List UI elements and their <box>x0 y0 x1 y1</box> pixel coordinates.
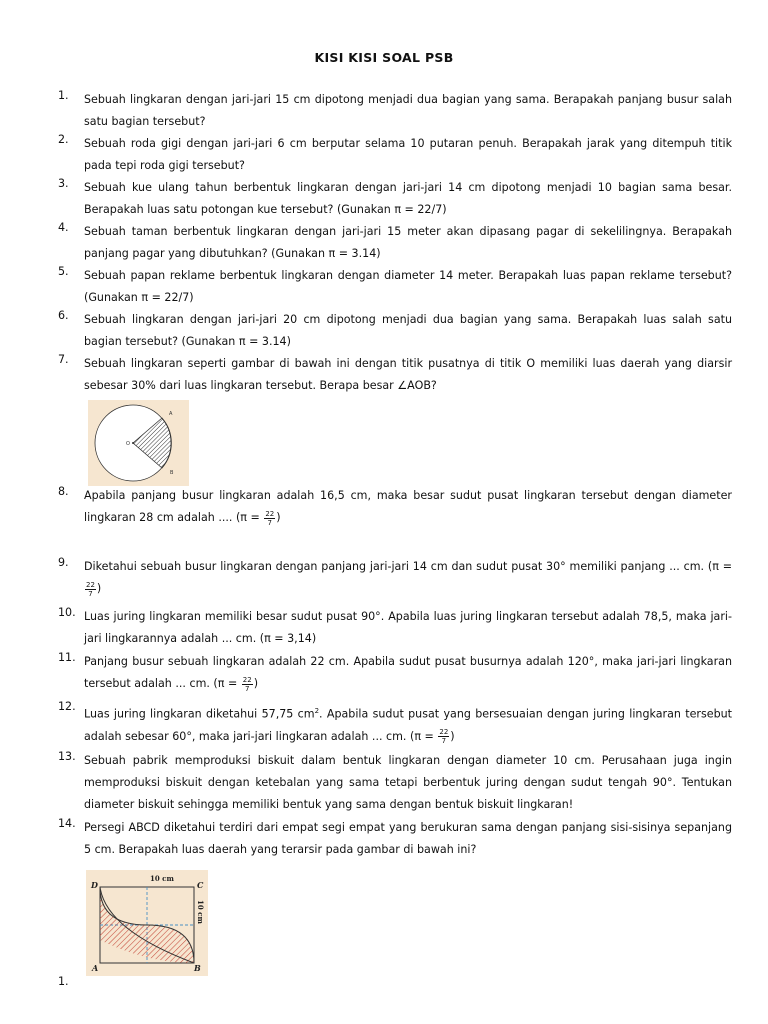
question-text-main: Panjang busur sebuah lingkaran adalah 22 cm. Apabila sudut pusat busurnya adalah 120°, maka jari-jari lingkaran tersebut adalah ... cm. (π = <box>84 655 732 690</box>
question-text: Apabila panjang busur lingkaran adalah 16,5 cm, maka besar sudut pusat lingkaran tersebut dengan diameter lingkaran 28 cm adalah .... (π = $\frac{22}{7}$ ) <box>84 489 732 527</box>
question-text-main: Luas juring lingkaran diketahui 57,75 cm <box>84 707 315 721</box>
pi-fraction: $\frac{22}{7}$ <box>439 728 449 746</box>
question-text: Persegi ABCD diketahui terdiri dari empat segi empat yang berukuran sama dengan panjang sisi-sisinya sepanjang 5 cm. Berapakah luas daerah yang terarsir pada gambar di bawah ini? <box>84 821 732 856</box>
label-b: B <box>194 963 201 973</box>
question-text: Panjang busur sebuah lingkaran adalah 22 cm. Apabila sudut pusat busurnya adalah 120°, maka jari-jari lingkaran tersebut adalah ... cm. (π = $\frac{22}{7}$ ) <box>84 655 732 693</box>
trailing-list-number: 1. <box>58 975 69 988</box>
label-c: C <box>197 880 204 890</box>
label-a: A <box>169 411 173 417</box>
question-text: Diketahui sebuah busur lingkaran dengan panjang jari-jari 14 cm dan sudut pusat 30° memiliki panjang ... cm. (π = $\frac{22}{7}$ ) <box>84 560 732 598</box>
question-number: 4. <box>58 221 69 234</box>
superscript: 2 <box>314 707 320 715</box>
circle-sector-figure <box>88 400 189 486</box>
question-text-main: Diketahui sebuah busur lingkaran dengan panjang jari-jari 14 cm dan sudut pusat 30° memiliki panjang ... cm. (π = <box>84 560 732 573</box>
question-number: 11. <box>58 651 76 664</box>
question-number: 1. <box>58 89 69 102</box>
question-text: Sebuah taman berbentuk lingkaran dengan jari-jari 15 meter akan dipasang pagar di sekelilingnya. Berapakah panjang pagar yang dibutuhkan? (Gunakan π = 3.14) <box>84 225 732 260</box>
square-shaded-figure <box>86 870 208 976</box>
label-a: A <box>92 963 99 973</box>
question-text: Sebuah lingkaran dengan jari-jari 20 cm dipotong menjadi dua bagian yang sama. Berapakah luas salah satu bagian tersebut? (Gunakan π = 3.14) <box>84 313 732 348</box>
question-number: 12. <box>58 700 76 713</box>
question-text: Sebuah kue ulang tahun berbentuk lingkaran dengan jari-jari 14 cm dipotong menjadi 10 bagian sama besar. Berapakah luas satu potongan kue tersebut? (Gunakan π = 22/7) <box>84 181 732 216</box>
question-number: 10. <box>58 606 76 619</box>
question-number: 7. <box>58 353 69 366</box>
label-b: B <box>170 470 174 476</box>
question-number: 6. <box>58 309 69 322</box>
question-text: Sebuah papan reklame berbentuk lingkaran dengan diameter 14 meter. Berapakah luas papan reklame tersebut? (Gunakan π = 22/7) <box>84 269 732 304</box>
question-text: Sebuah lingkaran seperti gambar di bawah ini dengan titik pusatnya di titik O memiliki luas daerah yang diarsir sebesar 30% dari luas lingkaran tersebut. Berapa besar ∠AOB? <box>84 357 732 392</box>
question-text-rest: . Apabila sudut pusat yang bersesuaian dengan juring lingkaran tersebut adalah sebesar 60°, maka jari-jari lingkaran adalah ... cm. (π = <box>84 707 732 743</box>
question-number: 9. <box>58 556 69 569</box>
question-text-main: Apabila panjang busur lingkaran adalah 16,5 cm, maka besar sudut pusat lingkaran tersebut dengan diameter lingkaran 28 cm adalah .... (π = <box>84 489 732 524</box>
label-o: O <box>126 441 130 447</box>
question-number: 8. <box>58 485 69 498</box>
question-text: Luas juring lingkaran diketahui 57,75 $cm^2$. Apabila sudut pusat yang bersesuaian dengan juring lingkaran tersebut adalah sebesar 60°, maka jari-jari lingkaran adalah ... cm. (π = $\frac{22}{7}$ ) <box>84 707 732 746</box>
question-text: Sebuah roda gigi dengan jari-jari 6 cm berputar selama 10 putaran penuh. Berapakah jarak yang ditempuh titik pada tepi roda gigi tersebut? <box>84 137 732 172</box>
question-text: Sebuah lingkaran dengan jari-jari 15 cm dipotong menjadi dua bagian yang sama. Berapakah panjang busur salah satu bagian tersebut? <box>84 93 732 128</box>
pi-fraction: $\frac{22}{7}$ <box>86 580 95 598</box>
side-dimension: 10 cm <box>196 900 205 924</box>
question-number: 3. <box>58 177 69 190</box>
question-number: 13. <box>58 750 76 763</box>
question-text: Luas juring lingkaran memiliki besar sudut pusat 90°. Apabila luas juring lingkaran tersebut adalah 78,5, maka jari-jari lingkarannya adalah ... cm. (π = 3,14) <box>84 610 732 645</box>
label-d: D <box>91 880 98 890</box>
question-number: 14. <box>58 817 76 830</box>
top-dimension: 10 cm <box>150 874 174 883</box>
question-number: 5. <box>58 265 69 278</box>
question-text: Sebuah pabrik memproduksi biskuit dalam bentuk lingkaran dengan diameter 10 cm. Perusahaan juga ingin memproduksi biskuit dengan ketebalan yang sama tetapi berbentuk juring dengan sudut tengah 90°. Tentukan diameter biskuit sehingga memiliki bentuk yang sama dengan bentuk biskuit lingkaran! <box>84 754 732 811</box>
pi-fraction: $\frac{22}{7}$ <box>242 675 252 693</box>
question-number: 2. <box>58 133 69 146</box>
document-title: KISI KISI SOAL PSB <box>314 50 454 65</box>
pi-fraction: $\frac{22}{7}$ <box>265 509 275 527</box>
